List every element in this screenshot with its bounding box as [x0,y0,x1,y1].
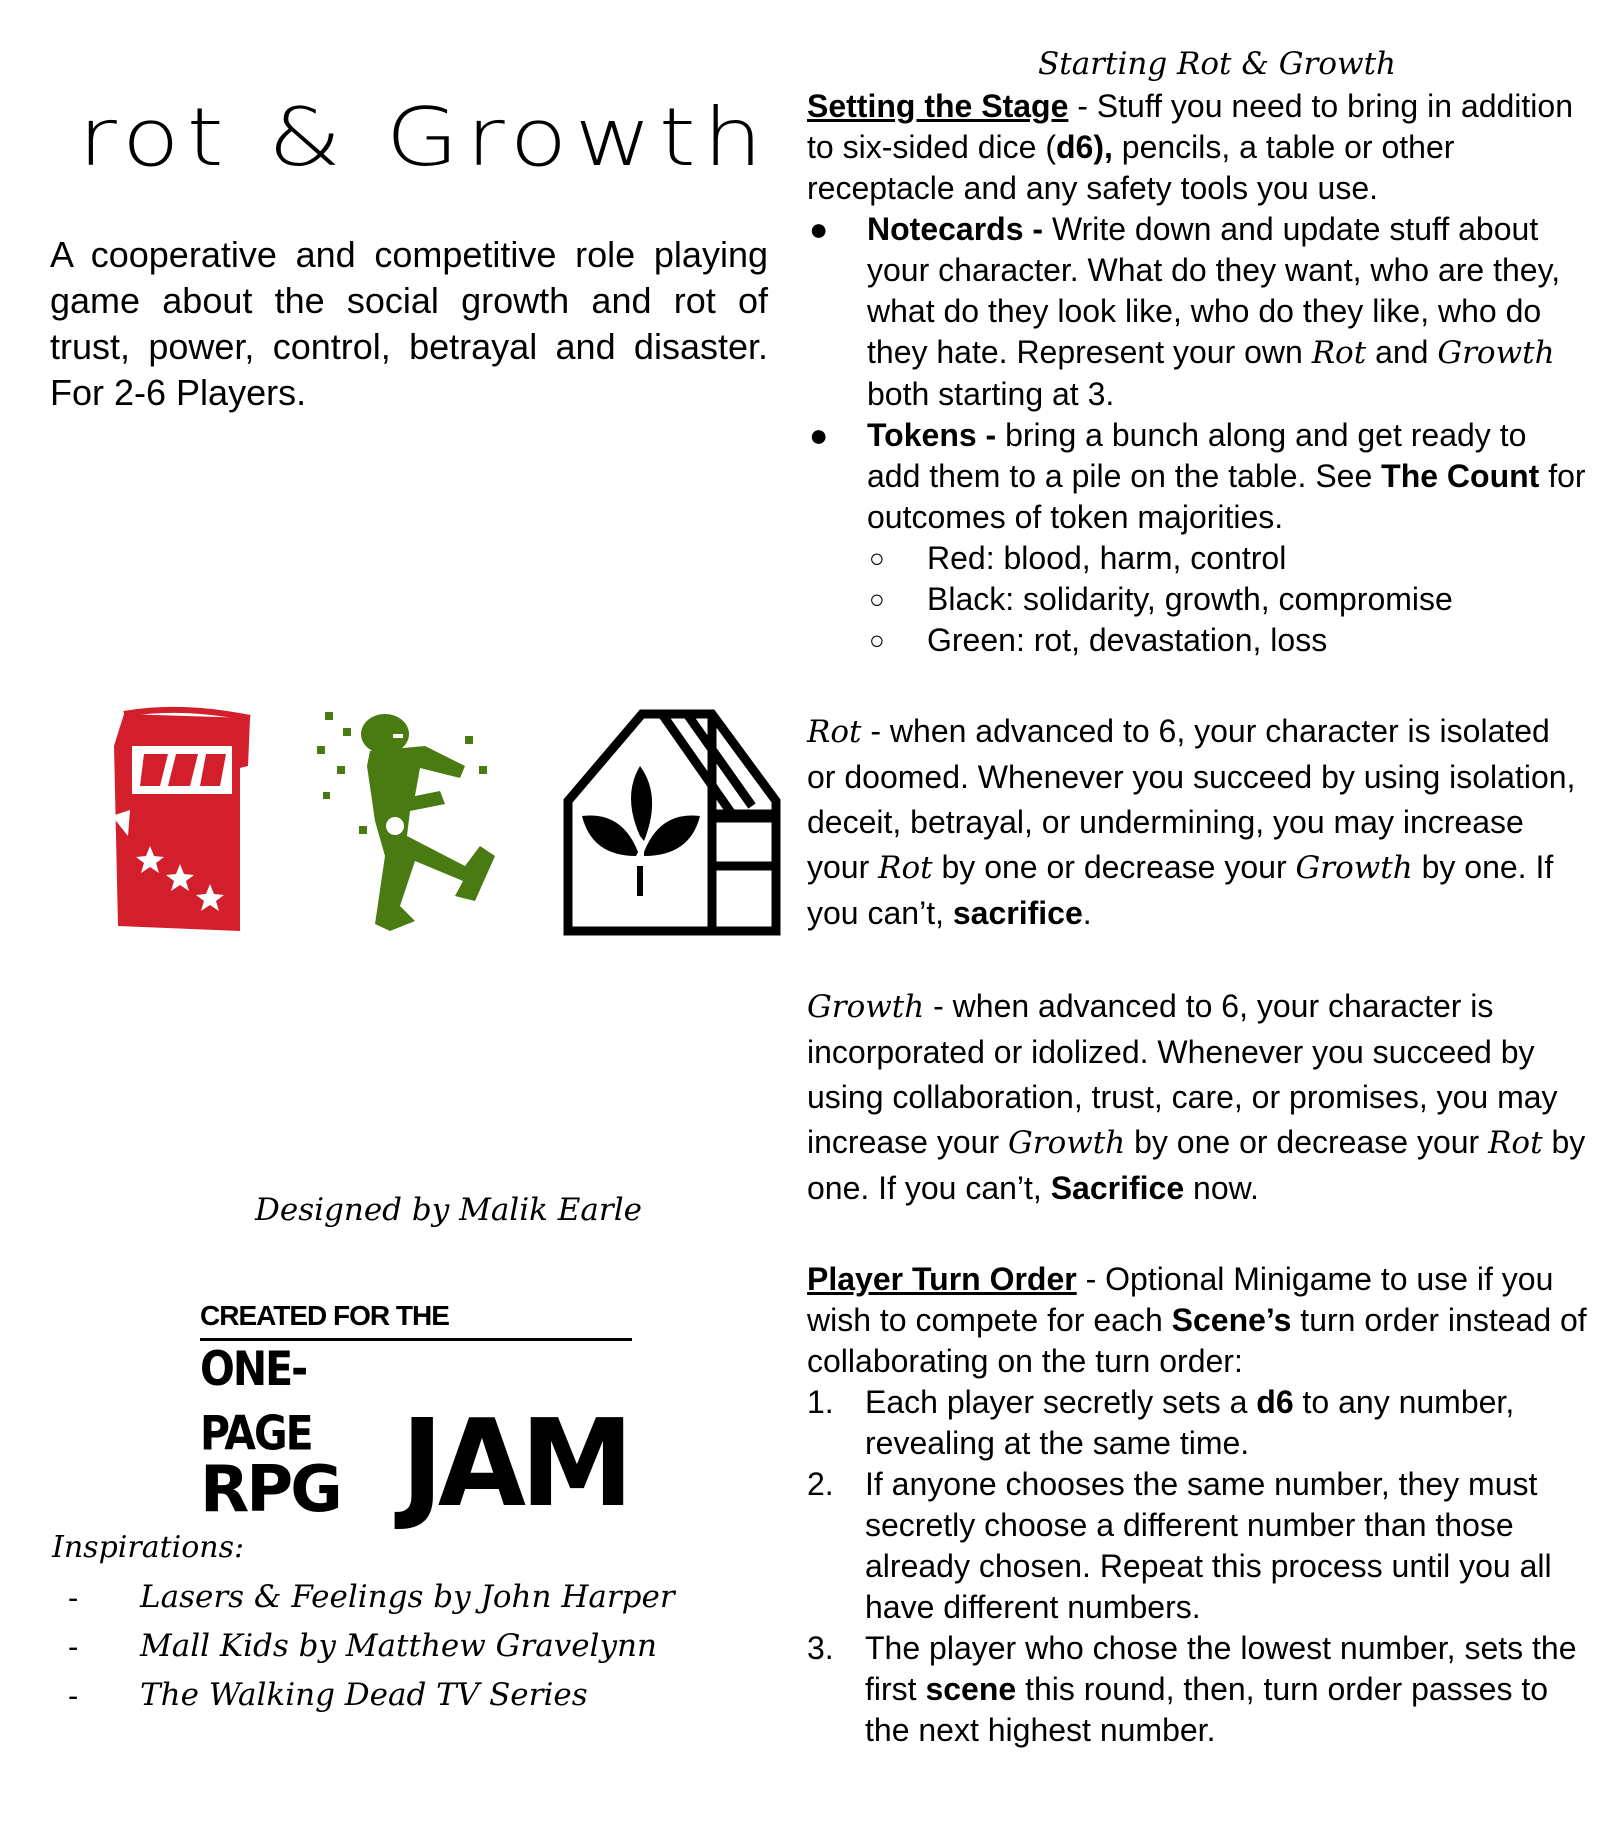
game-title: rot & Growth [78,91,770,184]
token-black: ○ Black: solidarity, growth, compromise [867,579,1587,620]
rot-rule: Rot - when advanced to 6, your character is isolated or doomed. Whenever you succeed by using isolation, deceit, betrayal, or undermining, you may increase your Rot by one or decrease your Growth by one. If you can’t, sacrifice. [807,713,1576,931]
rot-term: Rot [1488,1125,1543,1161]
turn-order-steps [807,1382,1587,1751]
right-heading: Starting Rot & Growth [1038,46,1396,82]
intro-paragraph: A cooperative and competitive role playing game about the social growth and rot of trust, power, control, betrayal and disaster. For 2-6 Players. [50,234,768,413]
token-colors [867,538,1587,661]
list-item-tokens [807,415,1587,661]
sacrifice-ref: sacrifice [952,895,1083,931]
tokens-text: bring a bunch along and get ready to add them to a pile on the table. See [867,417,1527,494]
list-item: 1. Each player secretly sets a d6 to any number, revealing at the same time. [807,1384,1515,1461]
setting-text-b: pencils, a table or other receptacle and any safety tools you use. [807,129,1455,206]
sacrifice-ref: Sacrifice [1050,1170,1185,1206]
greenhouse-leaf-icon [562,706,782,936]
tokens-title: Tokens - [867,417,997,453]
setting-text-a: - Stuff you need to bring in addition to six-sided dice ( [807,88,1573,165]
growth-term: Growth [1007,1125,1126,1161]
inspiration-item: - The Walking Dead TV Series [68,1677,588,1713]
setting-d6: d6), [1055,129,1113,165]
token-red: ○ Red: blood, harm, control [867,538,1587,579]
circle-bullet-icon: ○ [869,584,885,614]
jam-logo-line1: CREATED FOR THE [200,1300,449,1331]
designer-credit: Designed by Malik Earle [255,1192,642,1228]
player-turn-order: Player Turn Order - Optional Minigame to use if you wish to compete for each Scene’s turn order instead of collaborating on the turn order: 1. Each player secretly sets a d6 to any number, revealing at the same time. 2. If anyone chooses the same number, they must secretly choose a different number than those already chosen. Repeat this process until you all have different numbers. 3. The player who chose the lowest number, sets the first scene this round, then, turn order passes to the next highest number. [807,1259,1587,1751]
circle-bullet-icon: ○ [869,625,885,655]
list-item-notecards [807,209,1587,415]
the-count-ref: The Count [1381,458,1540,494]
list-item: 3. The player who chose the lowest number, sets the first scene this round, then, turn order passes to the next highest number. [807,1630,1577,1748]
jam-logo-line2: ONE-PAGE [200,1341,312,1461]
rules-column [807,42,1587,1751]
rot-term: Rot [878,850,933,886]
setting-the-stage [807,86,1587,209]
scenes-ref: Scene’s [1171,1302,1292,1338]
growth-term: Growth [1437,335,1555,371]
zombie-icon [315,706,515,936]
supply-list [807,209,1587,661]
growth-term: Growth [1295,850,1413,886]
list-item: 2. If anyone chooses the same number, they must secretly choose a different number than those already chosen. Repeat this process until you all have different numbers. [807,1466,1552,1625]
icon-row [110,706,780,946]
notecards-title: Notecards - [867,211,1044,247]
jam-logo-line4: JAM [401,1395,629,1534]
token-green: ○ Green: rot, devastation, loss [867,620,1587,661]
shield-can-icon [110,706,260,936]
inspirations [52,1530,692,1720]
inspiration-item: - Lasers & Feelings by John Harper [68,1579,675,1615]
turn-order-title: Player Turn Order [807,1261,1077,1297]
setting-title: Setting the Stage [807,88,1069,124]
bullet-icon: ● [809,211,829,247]
growth-term: Growth [807,989,925,1025]
jam-logo-line3: RPG [200,1453,340,1527]
inspirations-heading: Inspirations: [52,1530,245,1565]
rot-term: Rot [807,714,862,750]
growth-rule: Growth - when advanced to 6, your character is incorporated or idolized. Whenever you succeed by using collaboration, trust, care, or promises, you may increase your Growth by one or decrease your Rot by one. If you can’t, Sacrifice now. [807,988,1586,1206]
inspiration-item: - Mall Kids by Matthew Gravelynn [68,1628,657,1664]
rot-term: Rot [1311,335,1367,371]
tokens-text-b: for outcomes of token majorities. [867,458,1586,535]
bullet-icon: ● [809,417,829,453]
circle-bullet-icon: ○ [869,543,885,573]
notecards-text-b: both starting at 3. [867,376,1115,412]
notecards-text: Write down and update stuff about your character. What do they want, who are they, what do they look like, who do they like, who do they hate. Represent your own [867,211,1561,370]
one-page-rpg-jam-logo [200,1300,640,1534]
notecards-and: and [1366,334,1438,370]
